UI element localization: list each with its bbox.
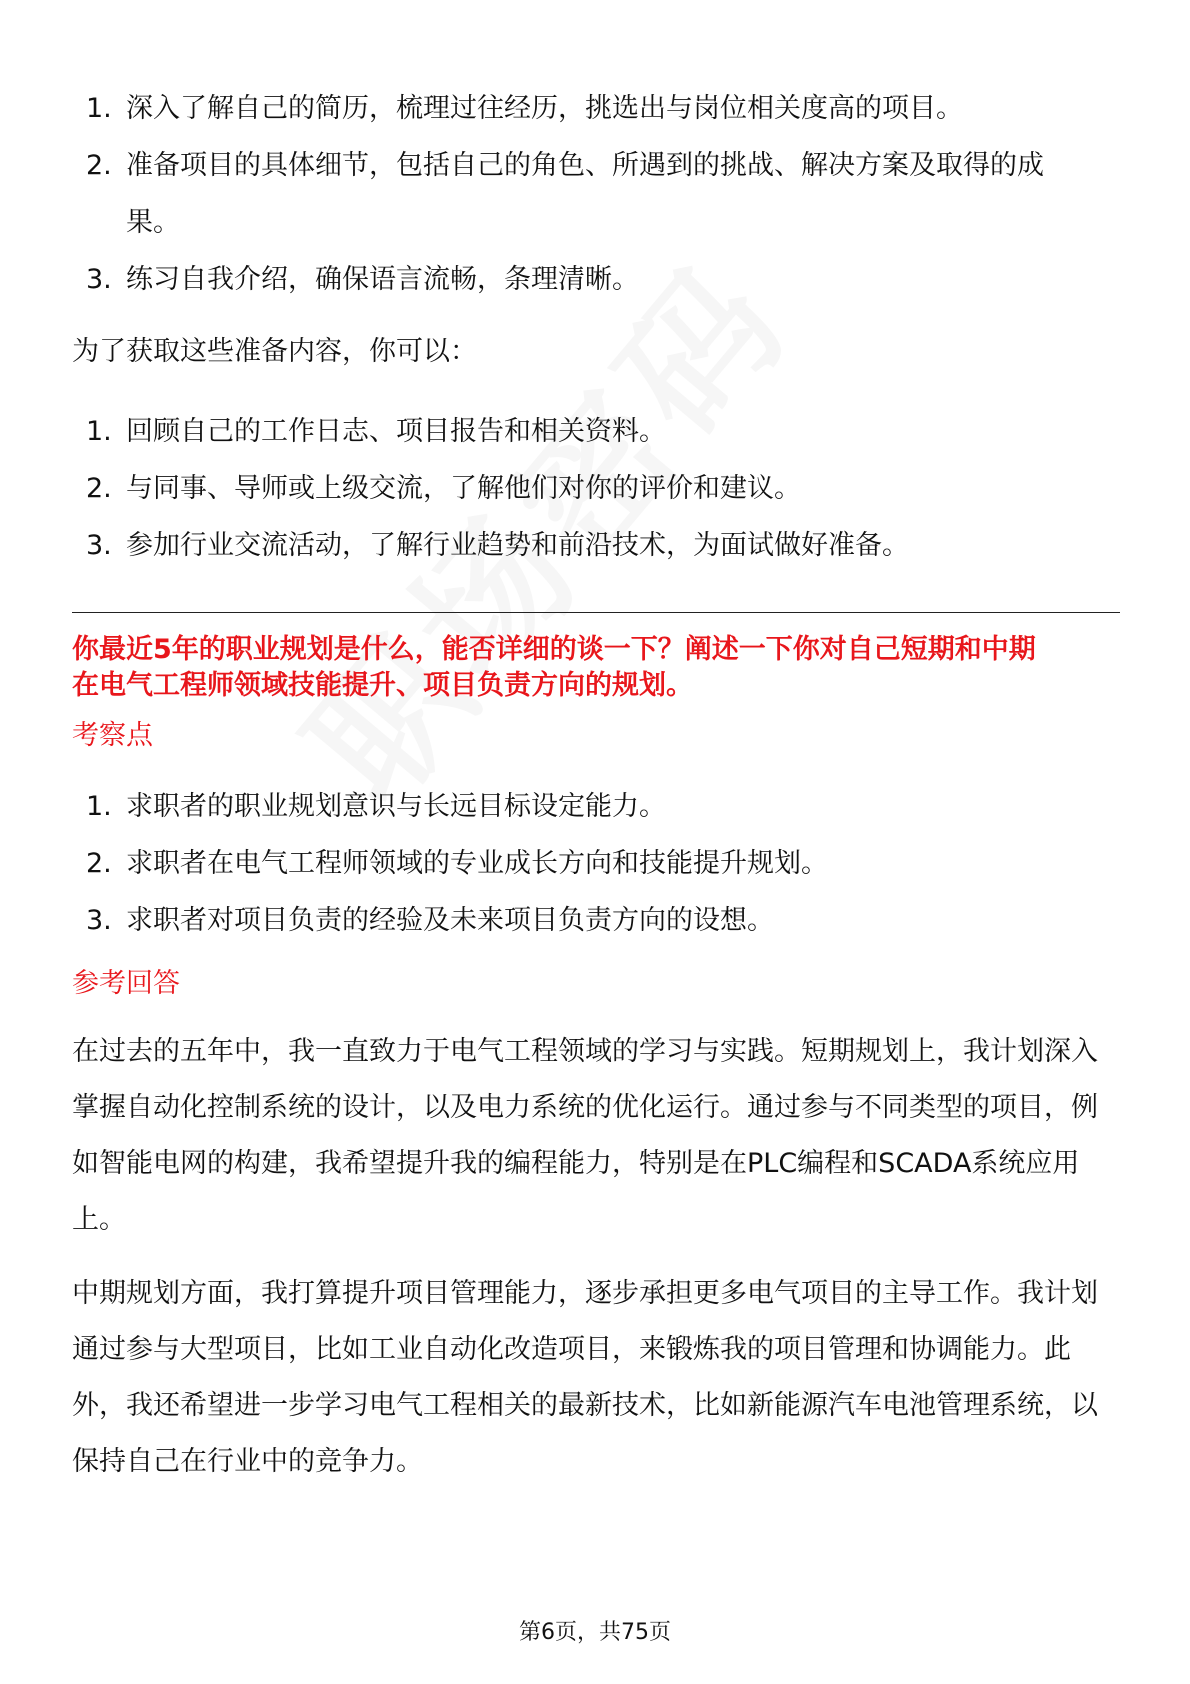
prep-list bbox=[72, 80, 1120, 308]
evaluation-points-list bbox=[72, 778, 1120, 949]
list-item: 1. 深入了解自己的简历，梳理过往经历，挑选出与岗位相关度高的项目。 bbox=[86, 93, 963, 124]
list-item: 1. 求职者的职业规划意识与长远目标设定能力。 bbox=[86, 791, 666, 822]
intro-paragraph: 为了获取这些准备内容，你可以： bbox=[72, 336, 477, 367]
section-divider bbox=[72, 612, 1120, 613]
list-item: 3. 求职者对项目负责的经验及未来项目负责方向的设想。 bbox=[86, 905, 774, 936]
list-item: 2. 求职者在电气工程师领域的专业成长方向和技能提升规划。 bbox=[86, 848, 828, 879]
list-item: 2. 与同事、导师或上级交流，了解他们对你的评价和建议。 bbox=[86, 473, 801, 504]
list-item: 3. 练习自我介绍，确保语言流畅，条理清晰。 bbox=[86, 264, 639, 295]
list-item: 1. 回顾自己的工作日志、项目报告和相关资料。 bbox=[86, 416, 666, 447]
answer-paragraph: 中期规划方面，我打算提升项目管理能力，逐步承担更多电气项目的主导工作。我计划通过参与大型项目，比如工业自动化改造项目，来锻炼我的项目管理和协调能力。此外，我还希望进一步学习电气工程相关的最新技术，比如新能源汽车电池管理系统，以保持自己在行业中的竞争力。 bbox=[72, 1278, 1098, 1477]
question-heading: 你最近5年的职业规划是什么，能否详细的谈一下？阐述一下你对自己短期和中期 在电气工程师领域技能提升、项目负责方向的规划。 bbox=[72, 634, 1036, 701]
answer-paragraph: 在过去的五年中，我一直致力于电气工程领域的学习与实践。短期规划上，我计划深入掌握自动化控制系统的设计，以及电力系统的优化运行。通过参与不同类型的项目，例如智能电网的构建，我希望提升我的编程能力，特别是在PLC编程和SCADA系统应用上。 bbox=[72, 1036, 1098, 1235]
section-title-answer: 参考回答 bbox=[72, 968, 180, 999]
list-item: 2. 准备项目的具体细节，包括自己的角色、所遇到的挑战、解决方案及取得的成果。 bbox=[86, 150, 1044, 238]
sources-list bbox=[72, 403, 1120, 574]
list-item: 3. 参加行业交流活动，了解行业趋势和前沿技术，为面试做好准备。 bbox=[86, 530, 909, 561]
section-title-points: 考察点 bbox=[72, 720, 153, 751]
page-footer: 第6页，共75页 bbox=[519, 1620, 671, 1645]
